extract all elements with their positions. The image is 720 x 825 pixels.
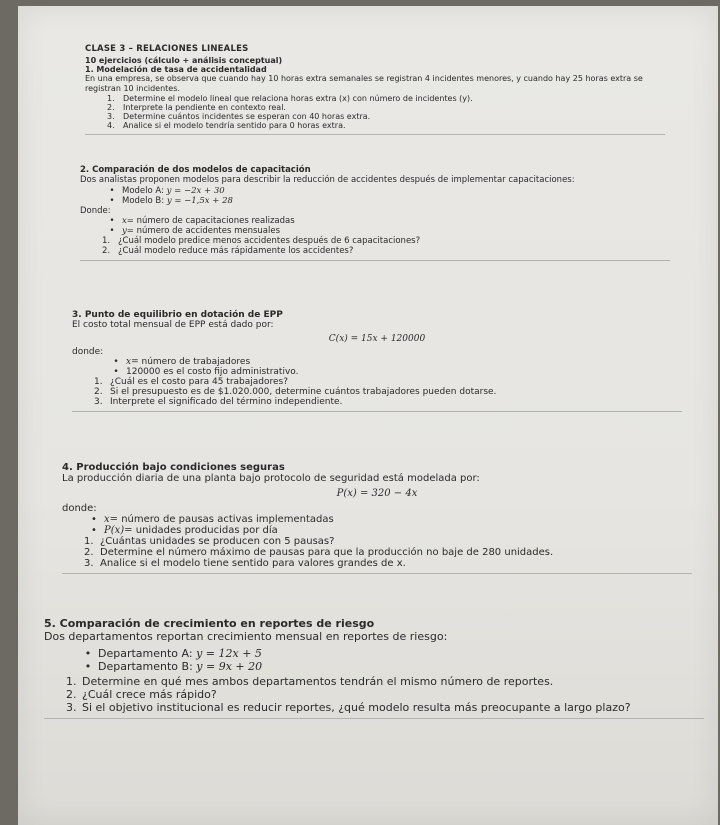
- question-item: 1. ¿Cuál modelo predice menos accidentes después de 6 capacitaciones?: [102, 235, 421, 246]
- document-subtitle: 10 ejercicios (cálculo + análisis conceptual): [85, 56, 283, 65]
- where-item: • 120000 es el costo fijo administrativo.: [113, 367, 299, 378]
- question-item: 2. ¿Cuál crece más rápido?: [66, 687, 217, 701]
- question-list: [80, 236, 670, 256]
- section-1: [85, 44, 665, 141]
- section-title: 3. Punto de equilibrio en dotación de EPP: [72, 310, 283, 320]
- model-item: • Departamento B: y = 9x + 20: [84, 659, 263, 673]
- where-item: • P(x)= unidades producidas por día: [91, 524, 278, 536]
- question-list: [62, 536, 692, 569]
- question-item: 1. Determine el modelo lineal que relaciona horas extra (x) con número de incidentes (y).: [107, 94, 473, 103]
- where-label: donde:: [62, 502, 97, 514]
- divider: [80, 260, 670, 261]
- model-item: • Modelo A: y = −2x + 30: [109, 185, 225, 196]
- formula: C(x) = 15x + 120000: [328, 334, 426, 345]
- where-item: • x= número de trabajadores: [113, 357, 251, 368]
- section-text: Dos analistas proponen modelos para describir la reducción de accidentes después de implementar capacitaciones:: [80, 175, 575, 185]
- question-item: 3. Si el objetivo institucional es reducir reportes, ¿qué modelo resulta más preocupante a largo plazo?: [66, 700, 631, 714]
- divider: [44, 718, 704, 719]
- question-list: [72, 377, 682, 407]
- section-text: La producción diaria de una planta bajo protocolo de seguridad está modelada por:: [62, 473, 480, 484]
- model-item: • Modelo B: y = −1,5x + 28: [109, 195, 233, 206]
- question-item: 2. ¿Cuál modelo reduce más rápidamente los accidentes?: [102, 245, 354, 256]
- question-list: [44, 675, 704, 714]
- section-title: 5. Comparación de crecimiento en reportes de riesgo: [44, 617, 375, 630]
- formula: P(x) = 320 − 4x: [336, 487, 418, 499]
- question-item: 3. Determine cuántos incidentes se esperan con 40 horas extra.: [107, 112, 371, 121]
- model-list: [44, 647, 704, 673]
- section-5: [44, 617, 704, 725]
- section-text: En una empresa, se observa que cuando hay 10 horas extra semanales se registran 4 incidentes menores, y cuando hay 25 horas extra se registran 10 incidentes.: [85, 74, 643, 93]
- section-2: [80, 165, 670, 267]
- model-list: [80, 186, 670, 206]
- question-list: [85, 94, 665, 130]
- document-title: CLASE 3 – RELACIONES LINEALES: [85, 44, 249, 54]
- question-item: 1. Determine en qué mes ambos departamentos tendrán el mismo número de reportes.: [66, 674, 554, 688]
- section-title: 1. Modelación de tasa de accidentalidad: [85, 65, 267, 74]
- where-list: [72, 357, 682, 377]
- section-text: Dos departamentos reportan crecimiento mensual en reportes de riesgo:: [44, 630, 448, 643]
- question-item: 3. Interprete el significado del término independiente.: [94, 397, 343, 408]
- where-list: [80, 216, 670, 236]
- where-item: • y= número de accidentes mensuales: [109, 225, 281, 236]
- question-item: 2. Determine el número máximo de pausas para que la producción no baje de 280 unidades.: [84, 546, 554, 558]
- question-item: 1. ¿Cuál es el costo para 45 trabajadores?: [94, 377, 288, 388]
- section-3: [72, 310, 682, 418]
- section-text: El costo total mensual de EPP está dado por:: [72, 320, 274, 330]
- question-item: 4. Analice si el modelo tendría sentido para 0 horas extra.: [107, 121, 346, 130]
- question-item: 3. Analice si el modelo tiene sentido para valores grandes de x.: [84, 557, 406, 569]
- where-item: • x= número de pausas activas implementadas: [91, 513, 334, 525]
- section-title: 2. Comparación de dos modelos de capacitación: [80, 165, 311, 175]
- question-item: 2. Interprete la pendiente en contexto real.: [107, 103, 286, 112]
- divider: [85, 134, 665, 135]
- section-title: 4. Producción bajo condiciones seguras: [62, 462, 285, 473]
- model-item: • Departamento A: y = 12x + 5: [84, 646, 262, 660]
- divider: [72, 411, 682, 412]
- where-label: donde:: [72, 347, 104, 358]
- question-item: 2. Si el presupuesto es de $1.020.000, determine cuántos trabajadores pueden dotarse.: [94, 387, 497, 398]
- where-item: • x= número de capacitaciones realizadas: [109, 215, 295, 226]
- divider: [62, 573, 692, 574]
- section-4: [62, 462, 692, 580]
- where-label: Donde:: [80, 205, 111, 216]
- where-list: [62, 514, 692, 536]
- question-item: 1. ¿Cuántas unidades se producen con 5 pausas?: [84, 535, 335, 547]
